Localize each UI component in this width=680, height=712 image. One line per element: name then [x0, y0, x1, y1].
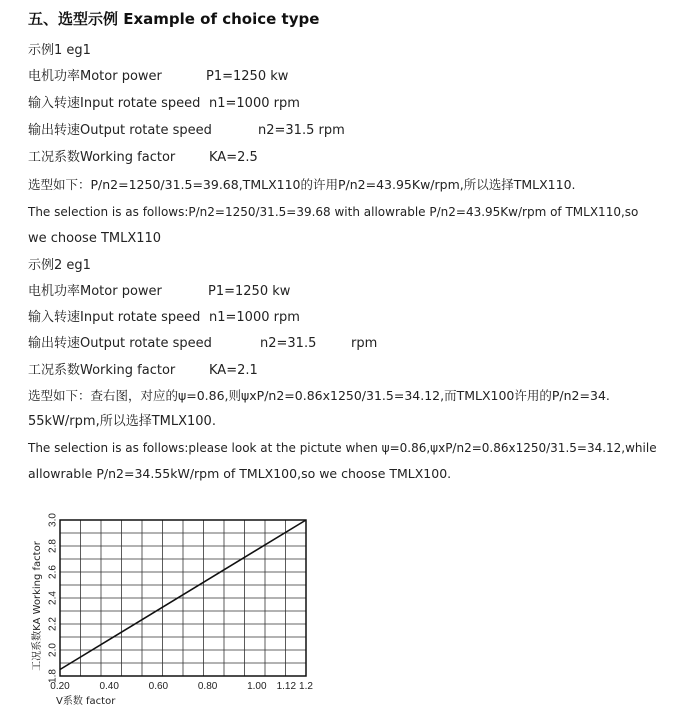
motor-power-value: P1=1250 kw	[206, 69, 289, 84]
working-factor-label: 工况系数Working factor	[28, 363, 176, 378]
x-tick-label: 1.2	[299, 681, 313, 692]
example2-selection-cn-1: 选型如下：查右图，对应的ψ=0.86,则ψxP/n2=0.86x1250/31.5=34.12,而TMLX100许用的P/n2=34.	[28, 388, 610, 403]
example2-input-speed	[28, 309, 300, 327]
example2-working-factor	[28, 362, 258, 380]
x-tick-labels	[50, 681, 313, 692]
output-speed-label: 输出转速Output rotate speed	[28, 336, 212, 351]
x-tick-label: 1.00	[247, 681, 267, 692]
example2-motor-power	[28, 283, 291, 301]
example2-selection-en-2: allowrable P/n2=34.55kW/rpm of TMLX100,so we choose TMLX100.	[28, 466, 452, 481]
example1-selection-cn: 选型如下：P/n2=1250/31.5=39.68,TMLX110的许用P/n2=43.95Kw/rpm,所以选择TMLX110.	[28, 177, 576, 192]
output-speed-value: n2=31.5 rpm	[258, 123, 345, 138]
motor-power-label: 电机功率Motor power	[28, 284, 162, 299]
y-tick-label: 2.0	[47, 643, 59, 657]
output-speed-unit: rpm	[351, 336, 378, 351]
working-factor-value: KA=2.5	[209, 150, 258, 165]
working-factor-value: KA=2.1	[209, 363, 258, 378]
input-speed-value: n1=1000 rpm	[209, 310, 300, 325]
y-tick-label: 2.2	[47, 617, 59, 631]
example1-input-speed	[28, 95, 300, 113]
working-factor-chart-svg	[26, 508, 326, 712]
working-factor-label: 工况系数Working factor	[28, 150, 176, 165]
example1-selection-en-2: we choose TMLX110	[28, 231, 162, 246]
example2-selection-cn-2: 55kW/rpm,所以选择TMLX100.	[28, 414, 216, 429]
example1-selection-en-1: The selection is as follows:P/n2=1250/31.5=39.68 with allowrable P/n2=43.95Kw/rpm of TMLX110,so	[28, 205, 639, 219]
input-speed-label: 输入转速Input rotate speed	[28, 310, 201, 325]
motor-power-label: 电机功率Motor power	[28, 69, 162, 84]
working-factor-chart	[26, 508, 326, 712]
y-tick-label: 2.6	[47, 565, 59, 579]
example1-motor-power	[28, 68, 289, 86]
y-tick-label: 1.8	[47, 669, 59, 683]
input-speed-value: n1=1000 rpm	[209, 96, 300, 111]
x-tick-label: 0.20	[50, 681, 70, 692]
output-speed-value: n2=31.5	[260, 336, 317, 351]
x-tick-label: 1.12	[276, 681, 297, 692]
output-speed-label: 输出转速Output rotate speed	[28, 123, 212, 138]
example1-working-factor	[28, 149, 258, 167]
example1-heading: 示例1 eg1	[28, 43, 91, 58]
input-speed-label: 输入转速Input rotate speed	[28, 96, 201, 111]
section-title: 五、选型示例 Example of choice type	[28, 10, 320, 28]
motor-power-value: P1=1250 kw	[208, 284, 291, 299]
example2-heading: 示例2 eg1	[28, 258, 91, 273]
y-axis-label: 工况系数KA Working factor	[32, 541, 43, 671]
example2-output-speed	[28, 335, 378, 353]
example2-selection-en-1: The selection is as follows:please look at the pictute when ψ=0.86,ψxP/n2=0.86x1250/31.5=34.12,while	[28, 441, 657, 455]
chart-grid	[60, 520, 306, 676]
x-tick-label: 0.80	[197, 681, 218, 692]
example1-output-speed	[28, 122, 345, 140]
y-tick-labels	[48, 513, 59, 683]
y-tick-label: 2.4	[47, 591, 59, 605]
y-tick-label: 3.0	[47, 513, 59, 527]
x-tick-label: 0.60	[148, 681, 169, 692]
x-tick-label: 0.40	[99, 681, 119, 692]
y-tick-label: 2.8	[47, 539, 59, 553]
x-axis-label: V系数 factor	[56, 696, 116, 707]
